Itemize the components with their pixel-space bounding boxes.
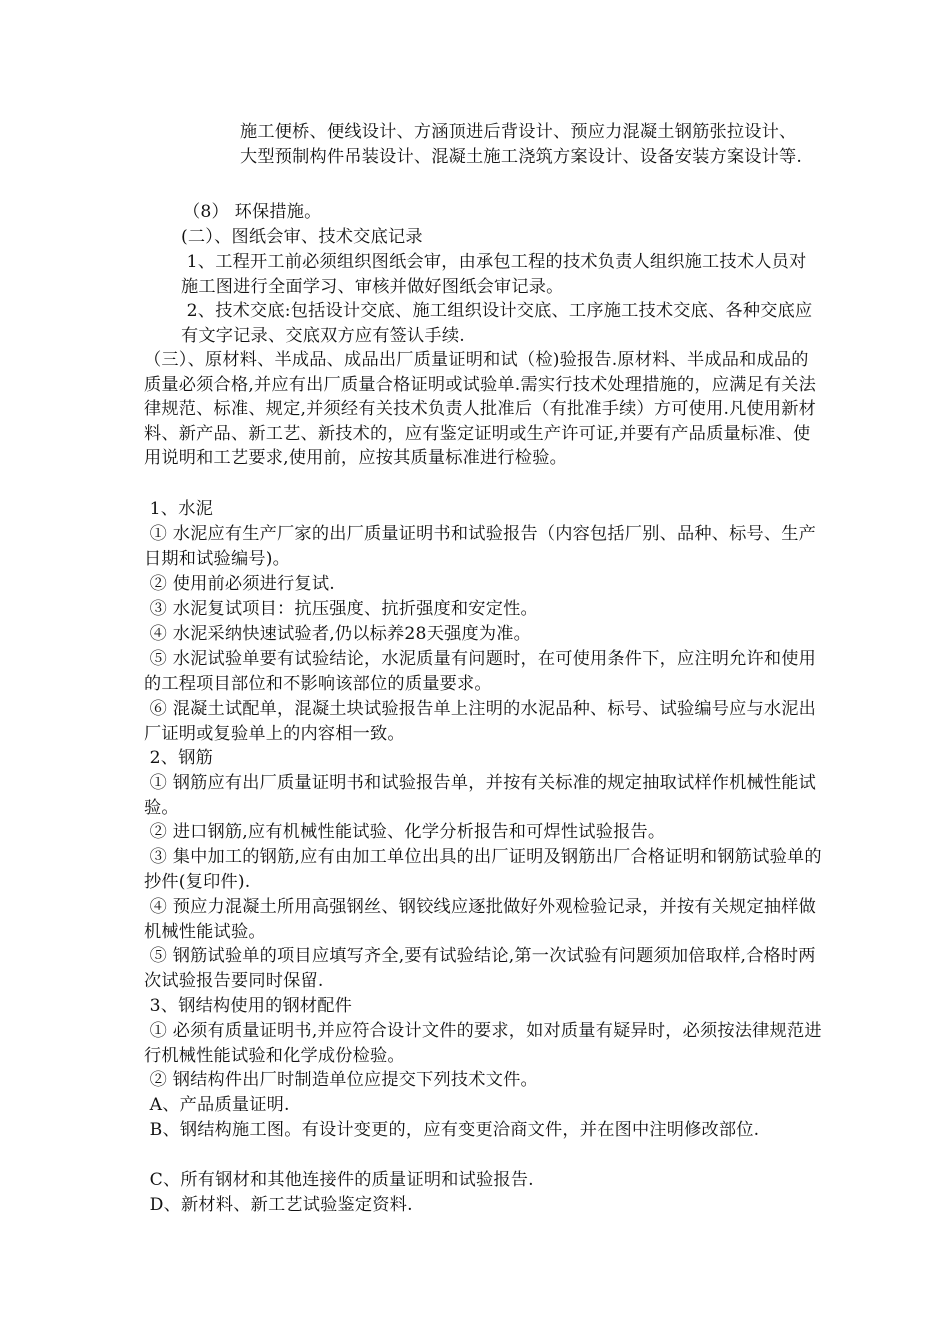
section-2-item-1: 1、工程开工前必须组织图纸会审，由承包工程的技术负责人组织施工技术人员对施工图进行全面学习、审核并做好图纸会审记录。 [181,252,807,297]
cement-item-3: ③ 水泥复试项目：抗压强度、抗折强度和安定性。 [144,599,538,619]
steel-item-2: ② 进口钢筋,应有机械性能试验、化学分析报告和可焊性试验报告。 [144,822,666,842]
steel-item-3: ③ 集中加工的钢筋,应有由加工单位出具的出厂证明及钢筋出厂合格证明和钢筋试验单的抄件(复印件). [144,847,822,892]
structure-item-1: ① 必须有质量证明书,并应符合设计文件的要求，如对质量有疑异时，必须按法律规范进行机械性能试验和化学成份检验。 [144,1021,822,1066]
heading-cement: 1、水泥 [144,499,213,519]
steel-item-4: ④ 预应力混凝土所用高强钢丝、钢铰线应逐批做好外观检验记录，并按有关规定抽样做机械性能试验。 [144,897,817,942]
cement-item-2: ② 使用前必须进行复试. [144,574,335,594]
structure-item-a: A、产品质量证明. [144,1095,290,1115]
cement-item-6: ⑥ 混凝土试配单，混凝土块试验报告单上注明的水泥品种、标号、试验编号应与水泥出厂证明或复验单上的内容相一致。 [144,699,817,744]
heading-steel-bars: 2、钢筋 [144,748,213,768]
steel-item-1: ① 钢筋应有出厂质量证明书和试验报告单，并按有关标准的规定抽取试样作机械性能试验。 [144,773,817,818]
steel-item-5: ⑤ 钢筋试验单的项目应填写齐全,要有试验结论,第一次试验有问题须加倍取样,合格时两次试验报告要同时保留. [144,946,816,991]
cement-item-1: ① 水泥应有生产厂家的出厂质量证明书和试验报告（内容包括厂别、品种、标号、生产日期和试验编号)。 [144,524,817,569]
section-2-heading: (二）、图纸会审、技术交底记录 [181,227,423,247]
cement-item-4: ④ 水泥采纳快速试验者,仍以标养28天强度为准。 [144,624,532,644]
paragraph-design-items: 施工便桥、便线设计、方涵顶进后背设计、预应力混凝土钢筋张拉设计、大型预制构件吊装设计、混凝土施工浇筑方案设计、设备安装方案设计等. [240,122,803,167]
structure-item-c: C、所有钢材和其他连接件的质量证明和试验报告. [144,1170,534,1190]
section-3-paragraph: （三）、原材料、半成品、成品出厂质量证明和试（检)验报告.原材料、半成品和成品的质量必须合格,并应有出厂质量合格证明或试验单.需实行技术处理措施的，应满足有关法律规范、标准、规定,并须经有关技术负责人批准后（有批准手续）方可使用.凡使用新材料、新产品、新工艺、新技术的，应有鉴定证明或生产许可证,并要有产品质量标准、使用说明和工艺要求,使用前，应按其质量标准进行检验。 [144,350,817,469]
structure-item-d: D、新材料、新工艺试验鉴定资料. [144,1195,413,1215]
structure-item-2: ② 钢结构件出厂时制造单位应提交下列技术文件。 [144,1070,538,1090]
cement-item-5: ⑤ 水泥试验单要有试验结论，水泥质量有问题时，在可使用条件下，应注明允许和使用的工程项目部位和不影响该部位的质量要求。 [144,649,817,694]
section-2-item-2: 2、技术交底:包括设计交底、施工组织设计交底、工序施工技术交底、各种交底应有文字记录、交底双方应有签认手续. [181,301,813,346]
heading-steel-structure: 3、钢结构使用的钢材配件 [144,996,353,1016]
structure-item-b: B、钢结构施工图。有设计变更的，应有变更洽商文件，并在图中注明修改部位. [144,1120,760,1140]
item-8-environmental: （8） 环保措施。 [183,202,322,222]
